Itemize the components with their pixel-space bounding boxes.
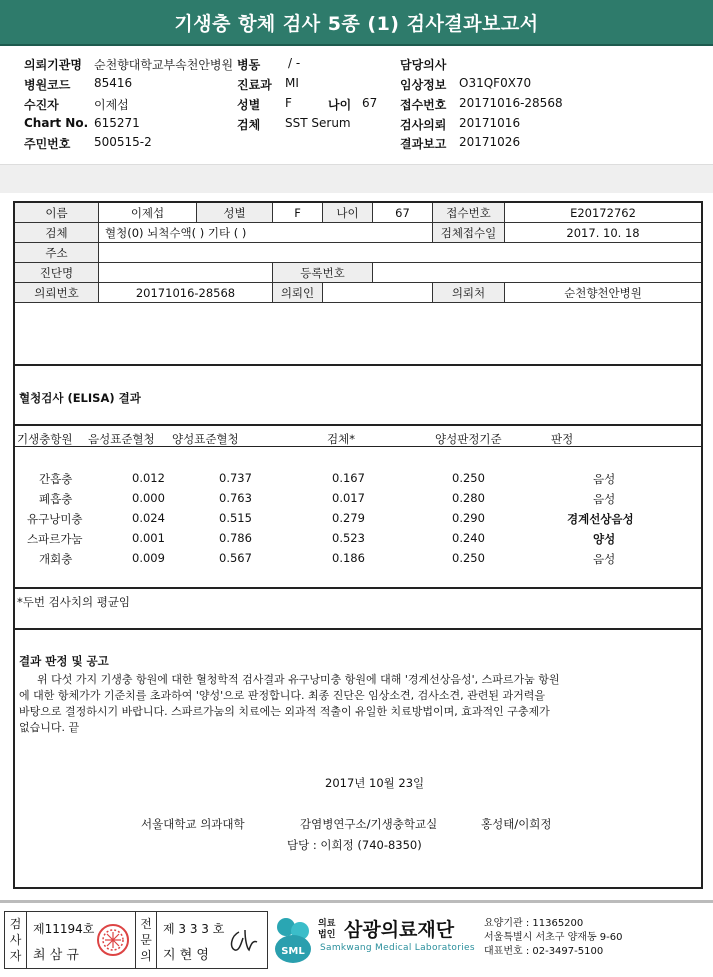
row-positive: 0.763 (219, 491, 252, 505)
row-antigen: 스파르가눔 (27, 532, 83, 546)
form-requester-value (323, 283, 433, 303)
divider (15, 446, 701, 447)
form-sex-label: 성별 (197, 203, 273, 223)
ward-value: / - (288, 56, 301, 70)
org-info-1: 요양기관 : 11365200 (484, 918, 584, 929)
org-info (484, 917, 623, 959)
form-address-label: 주소 (15, 243, 99, 263)
col-positive: 양성표준혈청 (172, 432, 239, 446)
row-sample: 0.186 (332, 551, 365, 565)
col-cutoff: 양성판정기준 (435, 432, 502, 446)
patient-value: 이제섭 (94, 98, 129, 112)
org-name: 삼광의료재단 (344, 919, 455, 941)
divider (15, 424, 701, 426)
col-antigen: 기생충항원 (17, 432, 73, 446)
examiner-no: 제11194호 (33, 922, 95, 936)
dept-label: 진료과 (237, 78, 272, 92)
clinical-label: 임상정보 (400, 78, 447, 92)
form-request-no-value: 20171016-28568 (99, 283, 273, 303)
report-title: 기생충 항체 검사 5종 (1) 검사결과보고서 (0, 0, 713, 46)
signature-icon (225, 926, 261, 958)
form-diagnosis-label: 진단명 (15, 263, 99, 283)
form-receipt-label: 접수번호 (433, 203, 505, 223)
row-cutoff: 0.250 (452, 551, 485, 565)
row-positive: 0.567 (219, 551, 252, 565)
conclusion-title: 결과 판정 및 공고 (19, 654, 109, 668)
row-result: 음성 (593, 472, 616, 486)
form-registration-value (373, 263, 701, 283)
divider (15, 587, 701, 589)
specimen-label: 검체 (237, 118, 261, 132)
form-sex-value: F (273, 203, 323, 223)
request-value: 20171016 (459, 116, 521, 130)
row-sample: 0.279 (332, 511, 365, 525)
examiner-label: 검사자 (5, 912, 27, 968)
org-info-3: 대표번호 : 02-3497-5100 (484, 946, 604, 957)
org-tag (318, 919, 335, 941)
form-address-value (99, 243, 701, 263)
row-positive: 0.737 (219, 471, 252, 485)
results-section-title: 혈청검사 (ELISA) 결과 (19, 391, 141, 405)
row-negative: 0.012 (132, 471, 165, 485)
conclusion-line: 에 대한 항체가가 기준치를 초과하여 '양성'으로 판정합니다. 최종 진단은 임상소견, 검사소견, 관련된 과거력을 (19, 689, 546, 702)
seal-icon (95, 922, 131, 958)
conclusion-line: 바탕으로 결정하시기 바랍니다. 스파르가눔의 치료에는 외과적 적출이 유일한 치료방법이며, 효과적인 구충제가 (19, 705, 550, 718)
ward-label: 병동 (237, 58, 261, 72)
row-negative: 0.001 (132, 531, 165, 545)
row-antigen: 폐흡충 (39, 492, 73, 506)
conclusion-department: 감염병연구소/기생충학교실 (300, 817, 438, 831)
signature-box (4, 911, 268, 969)
divider (15, 364, 701, 366)
form-age-label: 나이 (323, 203, 373, 223)
dept-value: MI (285, 76, 299, 90)
row-sample: 0.167 (332, 471, 365, 485)
separator-band (0, 164, 713, 193)
form-name-label: 이름 (15, 203, 99, 223)
row-antigen: 개회충 (39, 552, 73, 566)
code-label: 병원코드 (24, 78, 71, 92)
form-requester-org-value: 순천향천안병원 (505, 283, 701, 303)
row-antigen: 유구낭미충 (27, 512, 83, 526)
divider (15, 628, 701, 630)
conclusion-date: 2017년 10월 23일 (325, 776, 425, 790)
row-result: 경계선상음성 (567, 512, 634, 526)
sex-label: 성별 (237, 98, 261, 112)
resident-value: 500515-2 (94, 135, 152, 149)
results-footnote: *두번 검사치의 평균임 (17, 595, 131, 609)
form-specimen-date-value: 2017. 10. 18 (505, 223, 701, 243)
form-requester-label: 의뢰인 (273, 283, 323, 303)
footer (0, 900, 713, 977)
conclusion-authors: 홍성태/이희정 (481, 817, 552, 831)
receipt-value: 20171016-28568 (459, 96, 563, 110)
conclusion-line: 위 다섯 가지 기생충 항원에 대한 혈청학적 검사결과 유구낭미충 항원에 대해 '경계선상음성', 스파르가눔 항원 (37, 673, 560, 686)
row-positive: 0.786 (219, 531, 252, 545)
doctor-label: 담당의사 (400, 58, 447, 72)
sex-value: F (285, 96, 292, 110)
approver-no: 제 3 3 3 호 (163, 922, 225, 936)
row-negative: 0.000 (132, 491, 165, 505)
row-cutoff: 0.240 (452, 531, 485, 545)
approver-name: 지 현 영 (163, 948, 209, 963)
logo-text: SML (281, 946, 305, 957)
chart-label: Chart No. (24, 116, 89, 130)
report-label: 결과보고 (400, 137, 447, 151)
org-info-2: 서울특별시 서초구 양재동 9-60 (484, 932, 623, 943)
form-specimen-date-label: 검체접수일 (433, 223, 505, 243)
org-eng: Samkwang Medical Laboratories (320, 943, 475, 953)
hospital-value: 순천향대학교부속천안병원 (94, 58, 234, 72)
col-negative: 음성표준혈청 (88, 432, 155, 446)
conclusion-line: 없습니다. 끝 (19, 721, 80, 734)
row-result: 음성 (593, 492, 616, 506)
age-value: 67 (362, 96, 378, 110)
chart-value: 615271 (94, 116, 140, 130)
form-name-value: 이제섭 (99, 203, 197, 223)
row-antigen: 간흡충 (39, 472, 73, 486)
form-age-value: 67 (373, 203, 433, 223)
hospital-label: 의뢰기관명 (24, 58, 82, 72)
age-label: 나이 (328, 98, 352, 112)
examiner-name: 최 삼 규 (33, 948, 79, 963)
report-value: 20171026 (459, 135, 521, 149)
form-specimen-value: 혈청(0) 뇌척수액( ) 기타 ( ) (99, 223, 433, 243)
row-result: 양성 (593, 532, 616, 546)
resident-label: 주민번호 (24, 137, 71, 151)
conclusion-institution: 서울대학교 의과대학 (141, 817, 245, 831)
report-sheet (13, 201, 703, 889)
conclusion-contact: 담당 : 이희정 (740-8350) (287, 838, 422, 852)
col-sample: 검체* (327, 432, 355, 446)
clinical-value: O31QF0X70 (459, 76, 532, 90)
row-sample: 0.017 (332, 491, 365, 505)
form-requester-org-label: 의뢰처 (433, 283, 505, 303)
row-cutoff: 0.280 (452, 491, 485, 505)
receipt-label: 접수번호 (400, 98, 447, 112)
form-diagnosis-value (99, 263, 273, 283)
patient-label: 수진자 (24, 98, 59, 112)
row-sample: 0.523 (332, 531, 365, 545)
request-label: 검사의뢰 (400, 118, 447, 132)
approver-label: 전문의 (135, 912, 157, 968)
col-result: 판정 (551, 432, 574, 446)
row-negative: 0.024 (132, 511, 165, 525)
row-negative: 0.009 (132, 551, 165, 565)
code-value: 85416 (94, 76, 133, 90)
specimen-value: SST Serum (285, 116, 351, 130)
form-registration-label: 등록번호 (273, 263, 373, 283)
form-receipt-value: E20172762 (505, 203, 701, 223)
row-cutoff: 0.250 (452, 471, 485, 485)
org-tag-bottom: 법인 (318, 930, 336, 940)
form-request-no-label: 의뢰번호 (15, 283, 99, 303)
form-specimen-label: 검체 (15, 223, 99, 243)
sml-logo-icon (270, 911, 316, 969)
org-tag-top: 의료 (318, 919, 336, 929)
row-cutoff: 0.290 (452, 511, 485, 525)
row-positive: 0.515 (219, 511, 252, 525)
row-result: 음성 (593, 552, 616, 566)
